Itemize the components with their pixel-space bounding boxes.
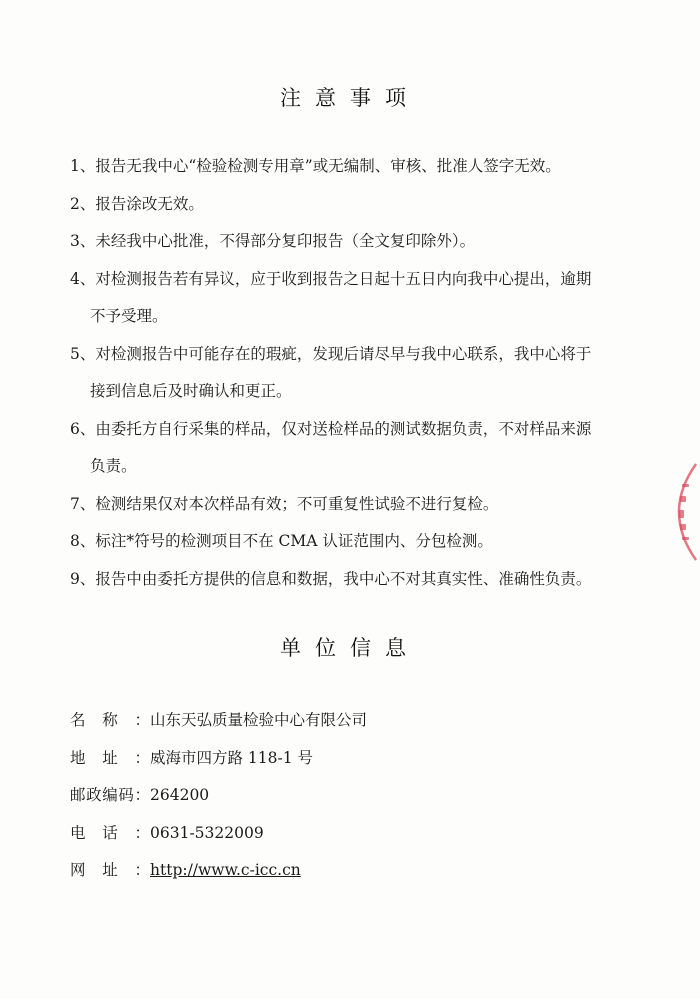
notice-item-1 <box>70 156 660 194</box>
notice-line-continuation: 不予受理。 <box>90 307 168 325</box>
seal-stamp-fragment <box>660 462 700 562</box>
notice-item-4 <box>70 269 660 344</box>
name-label: 名称： <box>70 711 150 729</box>
notice-item-3 <box>70 231 660 269</box>
unit-info-list <box>70 710 367 898</box>
notice-list <box>70 156 660 606</box>
notice-item-8 <box>70 531 660 569</box>
notice-line: 9、报告中由委托方提供的信息和数据，我中心不对其真实性、准确性负责。 <box>70 569 592 588</box>
address-value: 威海市四方路 118-1 号 <box>150 748 314 767</box>
notice-item-2 <box>70 194 660 232</box>
company-name: 山东天弘质量检验中心有限公司 <box>150 711 368 729</box>
notice-line: 2、报告涂改无效。 <box>70 194 204 213</box>
notice-item-5 <box>70 344 660 419</box>
postcode-value: 264200 <box>150 786 210 805</box>
notice-line: 3、未经我中心批准，不得部分复印报告（全文复印除外）。 <box>70 232 476 250</box>
info-row-website <box>70 860 367 898</box>
unit-info-title: 单位信息 <box>280 636 420 660</box>
postcode-label: 邮政编码： <box>70 786 150 805</box>
notice-line-continuation: 接到信息后及时确认和更正。 <box>90 382 292 400</box>
notice-line: 6、由委托方自行采集的样品，仅对送检样品的测试数据负责，不对样品来源 <box>70 419 592 438</box>
address-label: 地址： <box>70 748 150 767</box>
info-row-name <box>70 710 367 748</box>
website-label: 网址： <box>70 861 150 880</box>
info-row-postcode <box>70 785 367 823</box>
website-link[interactable]: http://www.c-icc.cn <box>150 861 301 880</box>
notice-line: 8、标注*符号的检测项目不在 CMA 认证范围内、分包检测。 <box>70 532 493 550</box>
notice-line: 1、报告无我中心“检验检测专用章”或无编制、审核、批准人签字无效。 <box>70 157 561 175</box>
notice-item-6 <box>70 419 660 494</box>
notice-line: 7、检测结果仅对本次样品有效；不可重复性试验不进行复检。 <box>70 494 499 513</box>
notice-item-7 <box>70 494 660 532</box>
phone-value: 0631-5322009 <box>150 823 264 842</box>
info-row-phone <box>70 823 367 861</box>
notice-line: 4、对检测报告若有异议，应于收到报告之日起十五日内向我中心提出，逾期 <box>70 269 592 288</box>
notice-title: 注意事项 <box>280 86 420 110</box>
notice-line: 5、对检测报告中可能存在的瑕疵，发现后请尽早与我中心联系，我中心将于 <box>70 344 592 363</box>
notice-line-continuation: 负责。 <box>90 457 137 475</box>
notice-item-9 <box>70 569 660 607</box>
phone-label: 电话： <box>70 823 150 842</box>
info-row-address <box>70 748 367 786</box>
